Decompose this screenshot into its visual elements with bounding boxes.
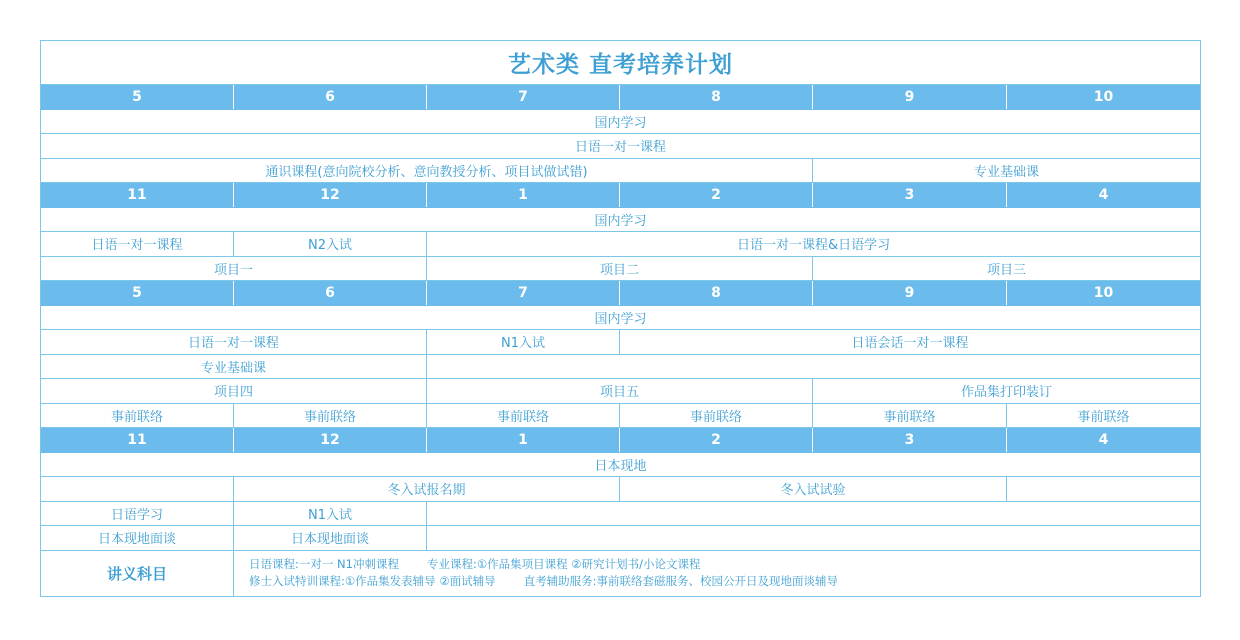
- month-cell: 9: [813, 281, 1007, 306]
- notes-line: [249, 556, 1200, 573]
- month-cell: 2: [620, 183, 813, 208]
- month-cell: 2: [620, 428, 813, 453]
- notes-row: [41, 550, 1201, 596]
- month-cell: 8: [620, 281, 813, 306]
- month-cell: 10: [1007, 85, 1201, 110]
- location-cell: 国内学习: [41, 109, 1201, 134]
- project-cell: 项目三: [813, 256, 1201, 281]
- exam-cell: N1入试: [234, 501, 427, 526]
- project-cell: 项目一: [41, 256, 427, 281]
- project-cell: 项目五: [427, 379, 813, 404]
- month-cell: 7: [427, 281, 620, 306]
- month-header-row: [41, 281, 1201, 306]
- month-cell: 11: [41, 183, 234, 208]
- location-cell: 日本现地: [41, 452, 1201, 477]
- specialty-courses-note: 专业课程:①作品集项目课程 ②研究计划书/小论文课程: [426, 557, 701, 571]
- support-services-note: 直考辅助服务:事前联络套磁服务、校园公开日及现地面谈辅导: [523, 574, 839, 588]
- empty-cell: [427, 526, 1201, 551]
- project-cell: 项目二: [427, 256, 813, 281]
- notes-content: [234, 550, 1201, 596]
- project-cell: 项目四: [41, 379, 427, 404]
- contact-cell: 事前联络: [234, 403, 427, 428]
- month-cell: 6: [234, 85, 427, 110]
- month-cell: 12: [234, 183, 427, 208]
- month-header-row: [41, 183, 1201, 208]
- course-cell: 日语一对一课程: [41, 134, 1201, 159]
- month-cell: 1: [427, 428, 620, 453]
- location-cell: 国内学习: [41, 207, 1201, 232]
- notes-line: [249, 573, 1200, 590]
- month-cell: 3: [813, 183, 1007, 208]
- interview-cell: 日本现地面谈: [234, 526, 427, 551]
- course-cell: 日语一对一课程: [41, 232, 234, 257]
- month-cell: 9: [813, 85, 1007, 110]
- winter-exam-cell: 冬入试试验: [620, 477, 1007, 502]
- japanese-study-cell: 日语学习: [41, 501, 234, 526]
- empty-cell: [427, 501, 1201, 526]
- month-cell: 12: [234, 428, 427, 453]
- contact-cell: 事前联络: [427, 403, 620, 428]
- title-row: [41, 41, 1201, 85]
- portfolio-print-cell: 作品集打印装订: [813, 379, 1201, 404]
- masters-courses-note: 修士入试特训课程:①作品集发表辅导 ②面试辅导: [249, 574, 496, 588]
- empty-cell: [1007, 477, 1201, 502]
- exam-cell: N2入试: [234, 232, 427, 257]
- month-cell: 5: [41, 85, 234, 110]
- contact-cell: 事前联络: [620, 403, 813, 428]
- contact-cell: 事前联络: [813, 403, 1007, 428]
- month-cell: 4: [1007, 183, 1201, 208]
- exam-cell: N1入试: [427, 330, 620, 355]
- specialty-course-cell: 专业基础课: [813, 158, 1201, 183]
- month-cell: 4: [1007, 428, 1201, 453]
- contact-cell: 事前联络: [41, 403, 234, 428]
- month-cell: 10: [1007, 281, 1201, 306]
- interview-cell: 日本现地面谈: [41, 526, 234, 551]
- month-cell: 6: [234, 281, 427, 306]
- month-cell: 1: [427, 183, 620, 208]
- japanese-courses-note: 日语课程:一对一 N1冲刺课程: [249, 557, 399, 571]
- plan-title: 艺术类 直考培养计划: [41, 41, 1201, 85]
- course-and-study-cell: 日语一对一课程&日语学习: [427, 232, 1201, 257]
- empty-cell: [41, 477, 234, 502]
- location-cell: 国内学习: [41, 305, 1201, 330]
- empty-cell: [427, 354, 1201, 379]
- month-cell: 8: [620, 85, 813, 110]
- month-cell: 3: [813, 428, 1007, 453]
- course-cell: 日语一对一课程: [41, 330, 427, 355]
- winter-registration-cell: 冬入试报名期: [234, 477, 620, 502]
- specialty-course-cell: 专业基础课: [41, 354, 427, 379]
- contact-cell: 事前联络: [1007, 403, 1201, 428]
- month-cell: 11: [41, 428, 234, 453]
- notes-heading: 讲义科目: [41, 550, 234, 596]
- month-header-row: [41, 85, 1201, 110]
- month-header-row: [41, 428, 1201, 453]
- general-course-cell: 通识课程(意向院校分析、意向教授分析、项目试做试错): [41, 158, 813, 183]
- study-plan-table: [40, 40, 1201, 597]
- month-cell: 5: [41, 281, 234, 306]
- month-cell: 7: [427, 85, 620, 110]
- conversation-course-cell: 日语会话一对一课程: [620, 330, 1201, 355]
